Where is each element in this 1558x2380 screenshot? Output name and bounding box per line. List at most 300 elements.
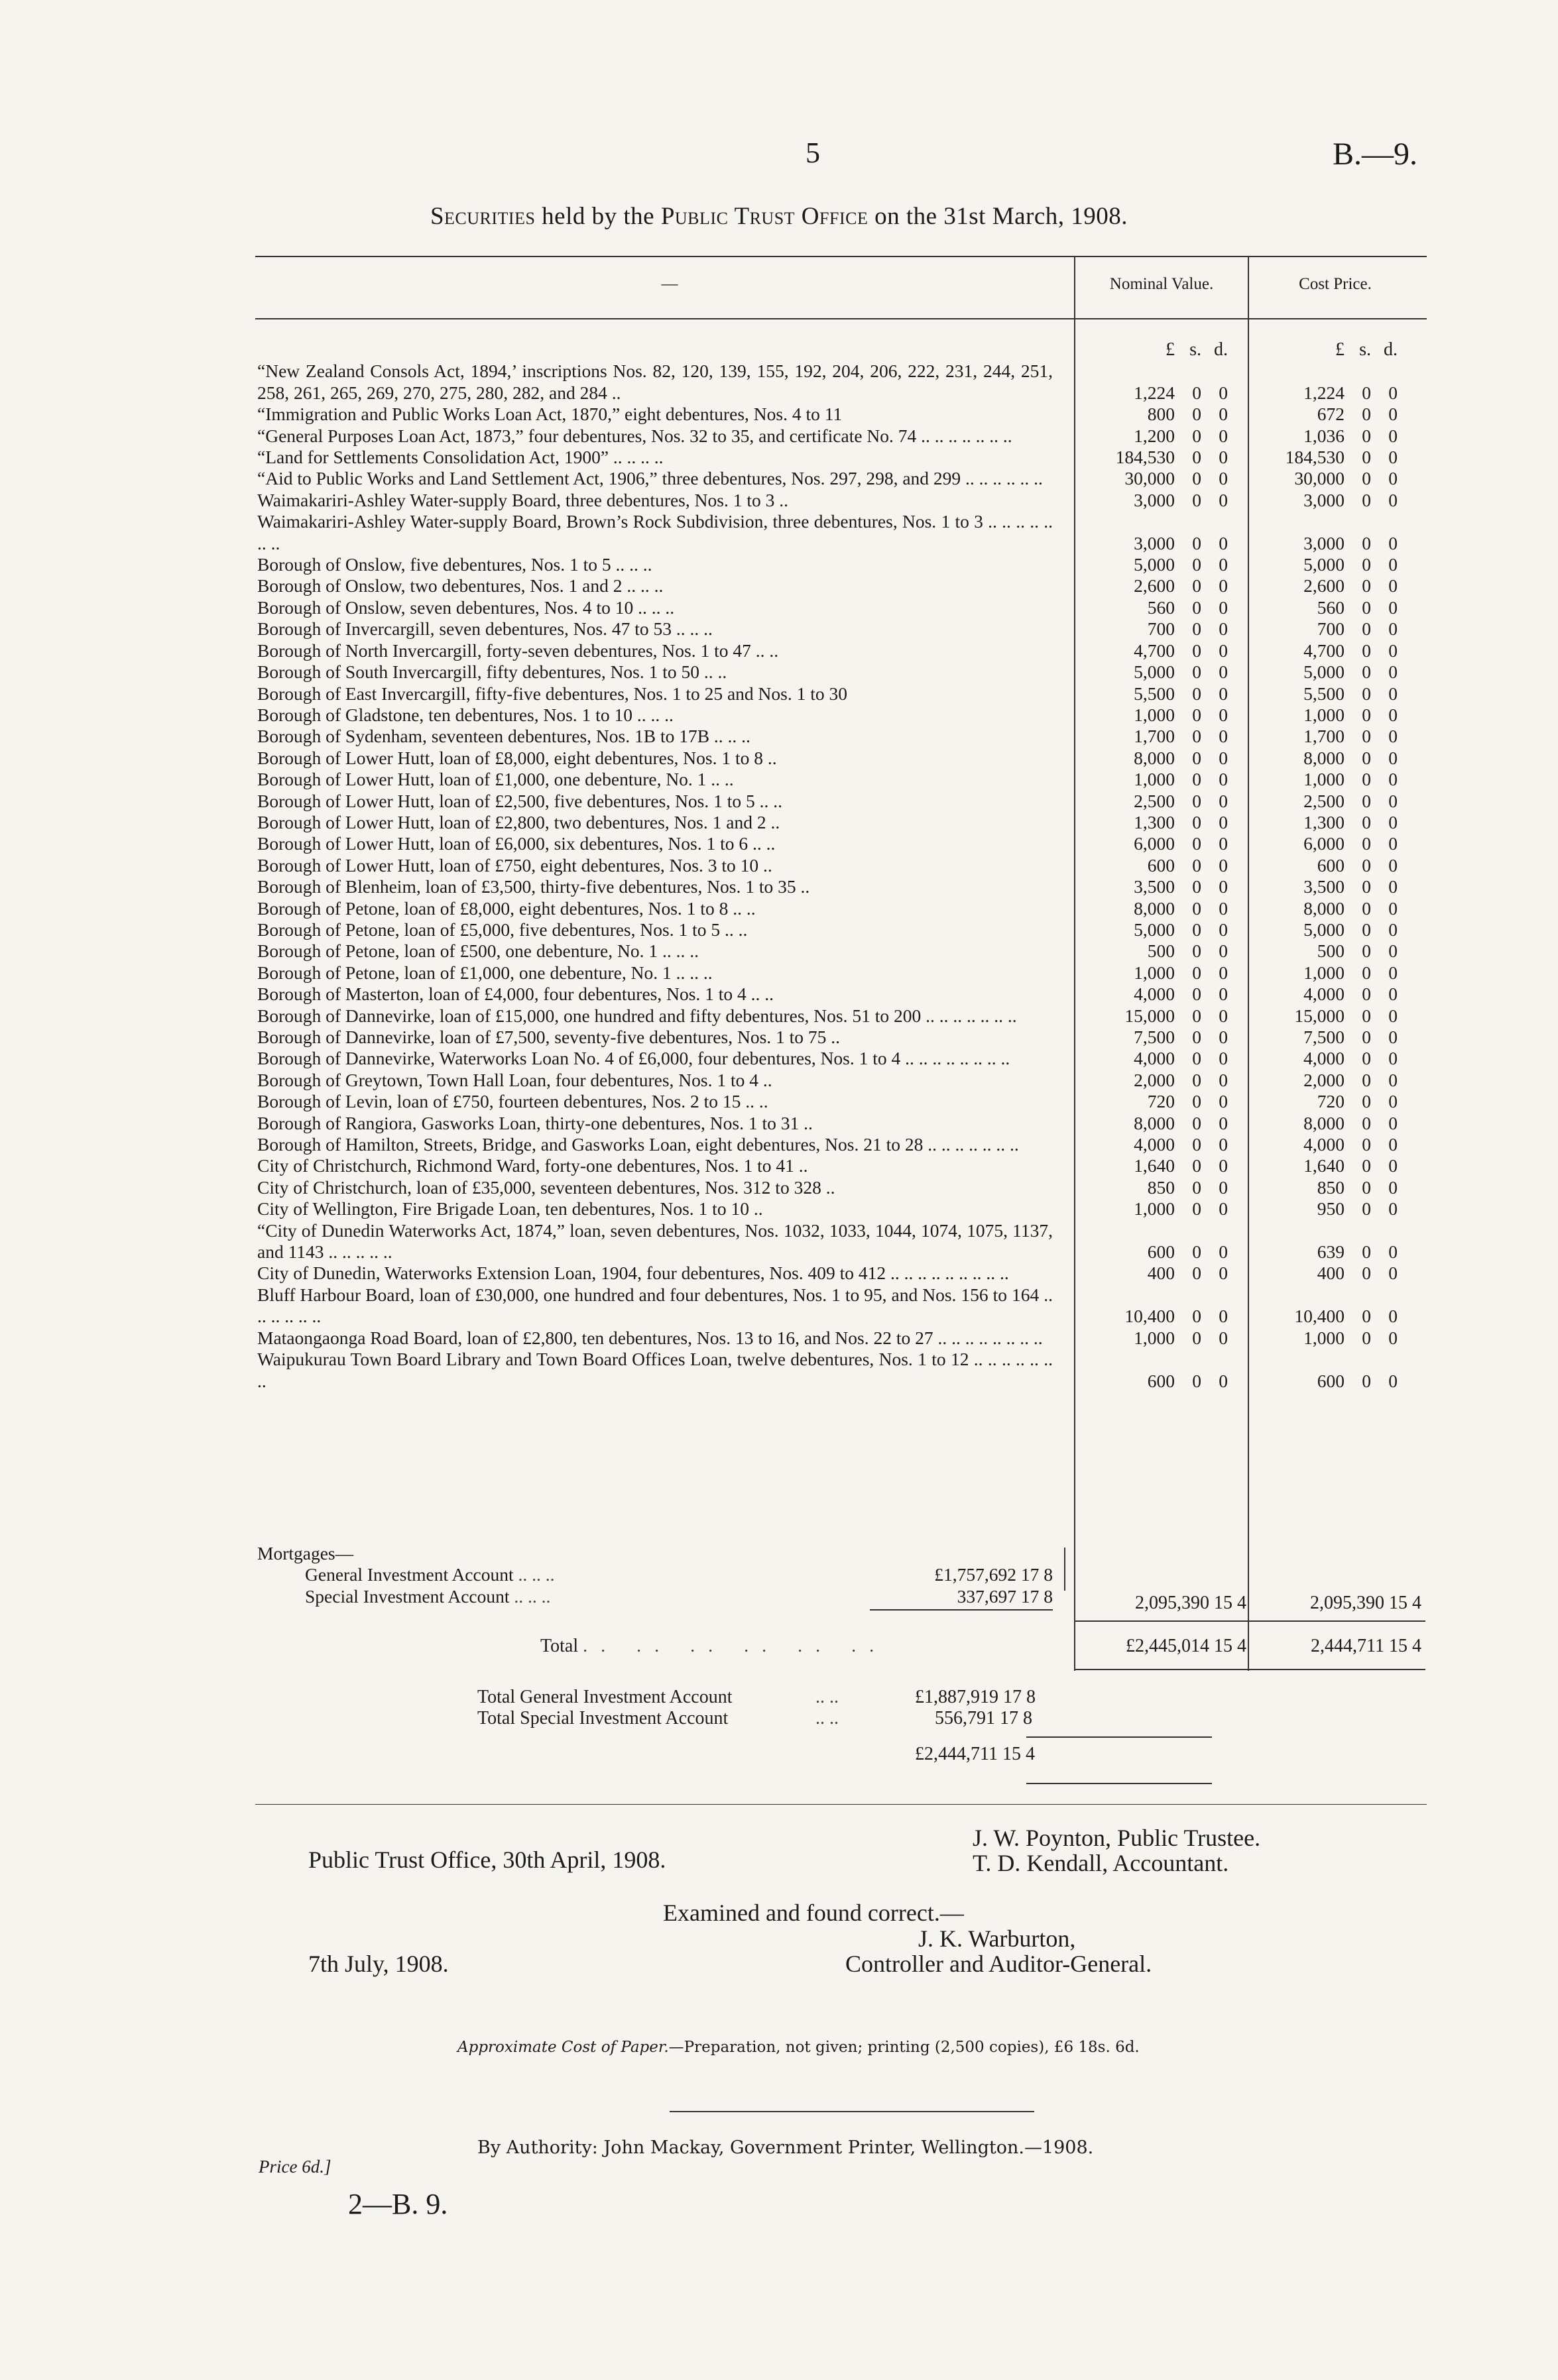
nominal-pounds: 4,000 bbox=[1134, 984, 1175, 1005]
nominal-shillings: 0 bbox=[1192, 1134, 1201, 1155]
security-description bbox=[257, 597, 1053, 618]
cost-shillings: 0 bbox=[1362, 1327, 1371, 1348]
nominal-pounds: 8,000 bbox=[1134, 747, 1175, 768]
cost-shillings: 0 bbox=[1362, 661, 1371, 683]
security-description-text: “City of Dunedin Waterworks Act, 1874,” loan, seven debentures, Nos. 1032, 1033, 1044, 1074, 1075, 1137, and 1143 .. .. .. .. .. bbox=[257, 1219, 1053, 1263]
security-description bbox=[257, 919, 1053, 940]
header-nominal-value: Nominal Value. bbox=[1109, 275, 1214, 293]
cost-pence: 0 bbox=[1388, 1241, 1398, 1263]
row-gap-2 bbox=[1228, 597, 1252, 618]
security-description-text: City of Wellington, Fire Brigade Loan, ten debentures, Nos. 1 to 10 .. bbox=[257, 1198, 763, 1219]
security-description bbox=[257, 855, 1053, 876]
cost-shillings: 0 bbox=[1362, 468, 1371, 489]
row-gap bbox=[1053, 1263, 1077, 1284]
nominal-pounds: 1,640 bbox=[1134, 1155, 1175, 1176]
nominal-pence: 0 bbox=[1219, 919, 1228, 940]
nominal-shillings: 0 bbox=[1192, 1005, 1201, 1026]
row-gap bbox=[1053, 876, 1077, 897]
nominal-pence: 0 bbox=[1219, 1027, 1228, 1047]
nominal-pence: 0 bbox=[1219, 1370, 1228, 1391]
cost-pounds: 30,000 bbox=[1294, 468, 1345, 489]
row-gap bbox=[1053, 748, 1077, 769]
cost-shillings: 0 bbox=[1362, 1198, 1371, 1219]
title-text-1: held by the bbox=[535, 203, 661, 230]
cost-shillings: 0 bbox=[1362, 1027, 1371, 1047]
security-description bbox=[257, 554, 1053, 575]
mortgages-label: Mortgages— bbox=[257, 1543, 354, 1563]
security-description bbox=[257, 962, 1053, 984]
nominal-pence: 0 bbox=[1219, 704, 1228, 725]
security-description bbox=[257, 1027, 1053, 1048]
cost-pounds: 7,500 bbox=[1303, 1027, 1345, 1047]
cost-pence: 0 bbox=[1388, 769, 1398, 790]
total-nominal: £2,445,014 15 4 bbox=[1126, 1636, 1246, 1656]
total-text: Total bbox=[540, 1636, 579, 1656]
row-gap-2 bbox=[1228, 1263, 1252, 1284]
security-description-text: City of Christchurch, Richmond Ward, forty-one debentures, Nos. 1 to 41 .. bbox=[257, 1155, 808, 1176]
cost-pounds: 6,000 bbox=[1303, 833, 1345, 854]
table-row bbox=[257, 511, 1398, 554]
nominal-shillings: 0 bbox=[1192, 683, 1201, 704]
nominal-pence: 0 bbox=[1219, 726, 1228, 747]
security-description-text: Borough of South Invercargill, fifty debentures, Nos. 1 to 50 .. .. bbox=[257, 661, 727, 683]
security-description bbox=[257, 1177, 1053, 1198]
row-gap-2 bbox=[1228, 447, 1252, 468]
row-gap bbox=[1053, 447, 1077, 468]
total-bottom-rule bbox=[1074, 1669, 1425, 1670]
security-description-text: Waimakariri-Ashley Water-supply Board, Brown’s Rock Subdivision, three debentures, Nos. 1 to 3 .. .. .. .. .. .. .. bbox=[257, 511, 1053, 553]
summary-grand-spacer bbox=[477, 1744, 815, 1765]
nominal-pence: 0 bbox=[1219, 1263, 1228, 1284]
nominal-pounds: 6,000 bbox=[1134, 833, 1175, 854]
nominal-shillings: 0 bbox=[1192, 1112, 1201, 1133]
security-description bbox=[257, 404, 1053, 425]
row-gap-2 bbox=[1228, 683, 1252, 705]
mortgage-special-amount: 337,697 17 8 bbox=[957, 1585, 1053, 1607]
nominal-pounds: 2,500 bbox=[1134, 790, 1175, 811]
table-row bbox=[257, 575, 1398, 596]
nominal-pence: 0 bbox=[1219, 747, 1228, 768]
cost-pence: 0 bbox=[1388, 661, 1398, 683]
security-description-text: Borough of Lower Hutt, loan of £6,000, six debentures, Nos. 1 to 6 .. .. bbox=[257, 833, 776, 854]
row-gap-2 bbox=[1228, 1070, 1252, 1091]
security-description-text: Borough of Blenheim, loan of £3,500, thirty-five debentures, Nos. 1 to 35 .. bbox=[257, 876, 810, 897]
units-gap-2 bbox=[1228, 339, 1252, 361]
security-description-text: Borough of Lower Hutt, loan of £2,800, two debentures, Nos. 1 and 2 .. bbox=[257, 811, 780, 832]
security-description bbox=[257, 726, 1053, 747]
nominal-shillings: 0 bbox=[1192, 447, 1201, 468]
row-gap-2 bbox=[1228, 1284, 1252, 1328]
security-description-text: Borough of Gladstone, ten debentures, Nos. 1 to 10 .. .. .. bbox=[257, 704, 674, 725]
security-description bbox=[257, 1091, 1053, 1112]
nominal-shillings: 0 bbox=[1192, 919, 1201, 940]
table-row bbox=[257, 919, 1398, 940]
title-word-office: Public Trust Office bbox=[660, 203, 869, 230]
cost-pence: 0 bbox=[1388, 790, 1398, 811]
nominal-pounds: 850 bbox=[1147, 1176, 1175, 1198]
units-d-cost: d. bbox=[1384, 339, 1398, 360]
table-row bbox=[257, 833, 1398, 854]
security-description bbox=[257, 1048, 1053, 1069]
nominal-pounds: 2,600 bbox=[1134, 575, 1175, 596]
row-gap-2 bbox=[1228, 726, 1252, 747]
nominal-shillings: 0 bbox=[1192, 425, 1201, 446]
nominal-shillings: 0 bbox=[1192, 1155, 1201, 1176]
table-top-rule bbox=[255, 256, 1427, 257]
security-description bbox=[257, 791, 1053, 812]
cost-pounds: 8,000 bbox=[1303, 897, 1345, 919]
row-gap bbox=[1053, 791, 1077, 812]
row-gap bbox=[1053, 1220, 1077, 1263]
nominal-pounds: 560 bbox=[1147, 596, 1175, 618]
cost-shillings: 0 bbox=[1362, 1263, 1371, 1284]
row-gap bbox=[1053, 1177, 1077, 1198]
security-description-text: Borough of Onslow, five debentures, Nos. 1 to 5 .. .. .. bbox=[257, 554, 652, 575]
row-gap bbox=[1053, 490, 1077, 511]
nominal-pence: 0 bbox=[1219, 1091, 1228, 1112]
cost-shillings: 0 bbox=[1362, 489, 1371, 510]
cost-pounds: 950 bbox=[1317, 1198, 1345, 1219]
security-description bbox=[257, 1134, 1053, 1155]
nominal-pence: 0 bbox=[1219, 790, 1228, 811]
nominal-pence: 0 bbox=[1219, 1069, 1228, 1090]
table-row bbox=[257, 425, 1398, 447]
nominal-shillings: 0 bbox=[1192, 940, 1201, 962]
row-gap-2 bbox=[1228, 1005, 1252, 1027]
row-gap bbox=[1053, 1091, 1077, 1112]
nominal-pence: 0 bbox=[1219, 1306, 1228, 1327]
row-gap-2 bbox=[1228, 618, 1252, 640]
row-gap bbox=[1053, 984, 1077, 1005]
nominal-pounds: 1,000 bbox=[1134, 769, 1175, 790]
table-row bbox=[257, 597, 1398, 618]
security-description bbox=[257, 1070, 1053, 1091]
security-description bbox=[257, 468, 1053, 489]
cost-pence: 0 bbox=[1388, 811, 1398, 832]
nominal-pence: 0 bbox=[1219, 1112, 1228, 1133]
cost-shillings: 0 bbox=[1362, 919, 1371, 940]
cost-pounds: 5,500 bbox=[1303, 683, 1345, 704]
nominal-pence: 0 bbox=[1219, 854, 1228, 876]
cost-pounds: 2,000 bbox=[1303, 1069, 1345, 1090]
row-gap bbox=[1053, 468, 1077, 489]
nominal-pounds: 10,400 bbox=[1124, 1306, 1175, 1327]
nominal-shillings: 0 bbox=[1192, 747, 1201, 768]
security-description-text: City of Christchurch, loan of £35,000, seventeen debentures, Nos. 312 to 328 .. bbox=[257, 1176, 835, 1198]
cost-shillings: 0 bbox=[1362, 554, 1371, 575]
security-description bbox=[257, 1220, 1053, 1263]
row-gap bbox=[1053, 575, 1077, 596]
cost-pence: 0 bbox=[1388, 1005, 1398, 1026]
mortgage-general-row bbox=[257, 1564, 1053, 1585]
nominal-pence: 0 bbox=[1219, 962, 1228, 983]
nominal-shillings: 0 bbox=[1192, 404, 1201, 425]
table-row bbox=[257, 661, 1398, 683]
cost-pounds: 5,000 bbox=[1303, 554, 1345, 575]
cost-shillings: 0 bbox=[1362, 726, 1371, 747]
trustee-signature: J. W. Poynton, Public Trustee. bbox=[973, 1825, 1261, 1851]
security-description bbox=[257, 618, 1053, 640]
cost-shillings: 0 bbox=[1362, 876, 1371, 897]
cost-pounds: 4,000 bbox=[1303, 984, 1345, 1005]
nominal-pounds: 800 bbox=[1147, 404, 1175, 425]
security-description bbox=[257, 940, 1053, 962]
nominal-pence: 0 bbox=[1219, 1005, 1228, 1026]
nominal-pounds: 1,224 bbox=[1134, 382, 1175, 403]
security-description bbox=[257, 984, 1053, 1005]
cost-pence: 0 bbox=[1388, 554, 1398, 575]
summary-rule bbox=[1026, 1736, 1212, 1738]
nominal-pence: 0 bbox=[1219, 1176, 1228, 1198]
nominal-pence: 0 bbox=[1219, 468, 1228, 489]
cost-pounds: 1,224 bbox=[1303, 382, 1345, 403]
row-gap-2 bbox=[1228, 1155, 1252, 1176]
table-row bbox=[257, 683, 1398, 705]
security-description-text: “Aid to Public Works and Land Settlement Act, 1906,” three debentures, Nos. 297, 298, and 299 .. .. .. .. .. .. bbox=[257, 468, 1043, 489]
summary-general-amount: £1,887,919 17 8 bbox=[915, 1687, 1036, 1707]
row-gap bbox=[1053, 919, 1077, 940]
cost-pounds: 600 bbox=[1317, 854, 1345, 876]
security-description bbox=[257, 898, 1053, 919]
nominal-pounds: 1,000 bbox=[1134, 962, 1175, 983]
row-gap bbox=[1053, 940, 1077, 962]
document-code: B.—9. bbox=[1333, 137, 1418, 172]
accountant-signature: T. D. Kendall, Accountant. bbox=[973, 1850, 1229, 1876]
header-description: — bbox=[661, 275, 678, 293]
security-description-text: Mataongaonga Road Board, loan of £2,800, ten debentures, Nos. 13 to 16, and Nos. 22 to 27 .. .. .. .. .. .. .. .. bbox=[257, 1327, 1043, 1348]
cost-pounds: 2,600 bbox=[1303, 575, 1345, 596]
row-gap-2 bbox=[1228, 833, 1252, 854]
cost-shillings: 0 bbox=[1362, 854, 1371, 876]
cost-shillings: 0 bbox=[1362, 811, 1371, 832]
cost-pence: 0 bbox=[1388, 596, 1398, 618]
table-row bbox=[257, 1198, 1398, 1219]
row-gap-2 bbox=[1228, 468, 1252, 489]
page-title bbox=[0, 202, 1558, 231]
mortgage-general-text: General Investment Account bbox=[305, 1564, 514, 1585]
summary-general-row bbox=[477, 1687, 1127, 1708]
units-d-nominal: d. bbox=[1214, 339, 1228, 360]
nominal-shillings: 0 bbox=[1192, 833, 1201, 854]
table-row bbox=[257, 468, 1398, 489]
nominal-shillings: 0 bbox=[1192, 1069, 1201, 1090]
nominal-pence: 0 bbox=[1219, 1198, 1228, 1219]
cost-pence: 0 bbox=[1388, 618, 1398, 640]
nominal-pence: 0 bbox=[1219, 833, 1228, 854]
cost-pence: 0 bbox=[1388, 489, 1398, 510]
summary-special-row bbox=[477, 1708, 1127, 1729]
row-gap bbox=[1053, 1155, 1077, 1176]
nominal-shillings: 0 bbox=[1192, 661, 1201, 683]
nominal-shillings: 0 bbox=[1192, 897, 1201, 919]
table-row bbox=[257, 1284, 1398, 1328]
row-gap-2 bbox=[1228, 404, 1252, 425]
nominal-pence: 0 bbox=[1219, 382, 1228, 403]
cost-pence: 0 bbox=[1388, 919, 1398, 940]
nominal-pence: 0 bbox=[1219, 640, 1228, 661]
cost-shillings: 0 bbox=[1362, 833, 1371, 854]
row-gap bbox=[1053, 618, 1077, 640]
cost-pounds: 15,000 bbox=[1294, 1005, 1345, 1026]
cost-pounds: 184,530 bbox=[1285, 447, 1345, 468]
row-gap bbox=[1053, 361, 1077, 404]
nominal-shillings: 0 bbox=[1192, 876, 1201, 897]
security-description bbox=[257, 705, 1053, 726]
row-gap bbox=[1053, 683, 1077, 705]
row-gap-2 bbox=[1228, 425, 1252, 447]
cost-shillings: 0 bbox=[1362, 382, 1371, 403]
row-gap bbox=[1053, 425, 1077, 447]
nominal-pence: 0 bbox=[1219, 447, 1228, 468]
cost-shillings: 0 bbox=[1362, 683, 1371, 704]
row-gap-2 bbox=[1228, 898, 1252, 919]
nominal-shillings: 0 bbox=[1192, 790, 1201, 811]
nominal-pounds: 1,300 bbox=[1134, 811, 1175, 832]
cost-shillings: 0 bbox=[1362, 962, 1371, 983]
cost-pounds: 850 bbox=[1317, 1176, 1345, 1198]
cost-pence: 0 bbox=[1388, 704, 1398, 725]
header-cost-price: Cost Price. bbox=[1299, 275, 1372, 293]
nominal-pounds: 7,500 bbox=[1134, 1027, 1175, 1047]
cost-pence: 0 bbox=[1388, 833, 1398, 854]
cost-shillings: 0 bbox=[1362, 769, 1371, 790]
nominal-pence: 0 bbox=[1219, 425, 1228, 446]
mortgage-bracket bbox=[1064, 1548, 1065, 1591]
security-description-text: Borough of East Invercargill, fifty-five debentures, Nos. 1 to 25 and Nos. 1 to 30 bbox=[257, 683, 848, 704]
cost-pounds: 5,000 bbox=[1303, 919, 1345, 940]
nominal-pounds: 2,000 bbox=[1134, 1069, 1175, 1090]
nominal-pounds: 600 bbox=[1147, 1370, 1175, 1391]
subtotal-rule bbox=[1074, 1620, 1425, 1622]
cost-pence: 0 bbox=[1388, 940, 1398, 962]
cost-shillings: 0 bbox=[1362, 1370, 1371, 1391]
row-gap-2 bbox=[1228, 1027, 1252, 1048]
auditor-title: Controller and Auditor-General. bbox=[845, 1951, 1152, 1977]
cost-pence: 0 bbox=[1388, 468, 1398, 489]
table-row bbox=[257, 984, 1398, 1005]
security-description-text: “New Zealand Consols Act, 1894,’ inscriptions Nos. 82, 120, 139, 155, 192, 204, 206, 222, 231, 244, 251, 258, 261, 265, 269, 270, 275, 280, 282, and 284 .. bbox=[257, 361, 1053, 403]
table-row bbox=[257, 855, 1398, 876]
cost-pounds: 3,500 bbox=[1303, 876, 1345, 897]
nominal-pounds: 4,700 bbox=[1134, 640, 1175, 661]
cost-pounds: 1,036 bbox=[1303, 425, 1345, 446]
table-row bbox=[257, 705, 1398, 726]
row-gap-2 bbox=[1228, 1134, 1252, 1155]
nominal-pounds: 8,000 bbox=[1134, 897, 1175, 919]
security-description-text: Borough of Onslow, seven debentures, Nos. 4 to 10 .. .. .. bbox=[257, 596, 675, 618]
row-gap-2 bbox=[1228, 940, 1252, 962]
nominal-shillings: 0 bbox=[1192, 1241, 1201, 1263]
nominal-pence: 0 bbox=[1219, 618, 1228, 640]
row-gap-2 bbox=[1228, 812, 1252, 833]
table-row bbox=[257, 1220, 1398, 1263]
cost-pence: 0 bbox=[1388, 1306, 1398, 1327]
security-description bbox=[257, 1349, 1053, 1392]
nominal-pounds: 3,000 bbox=[1134, 532, 1175, 553]
row-gap bbox=[1053, 898, 1077, 919]
row-gap bbox=[1053, 705, 1077, 726]
row-gap-2 bbox=[1228, 962, 1252, 984]
nominal-pence: 0 bbox=[1219, 596, 1228, 618]
units-blank bbox=[257, 339, 1053, 361]
cost-pence: 0 bbox=[1388, 532, 1398, 553]
nominal-pence: 0 bbox=[1219, 1155, 1228, 1176]
cost-pounds: 639 bbox=[1317, 1241, 1345, 1263]
nominal-pence: 0 bbox=[1219, 575, 1228, 596]
mortgage-general-dots: .. .. .. bbox=[518, 1564, 555, 1585]
table-row bbox=[257, 1091, 1398, 1112]
cost-pence: 0 bbox=[1388, 382, 1398, 403]
section-rule bbox=[255, 1804, 1427, 1805]
nominal-shillings: 0 bbox=[1192, 1327, 1201, 1348]
cost-shillings: 0 bbox=[1362, 575, 1371, 596]
cost-shillings: 0 bbox=[1362, 447, 1371, 468]
nominal-shillings: 0 bbox=[1192, 984, 1201, 1005]
cost-pence: 0 bbox=[1388, 984, 1398, 1005]
cost-shillings: 0 bbox=[1362, 618, 1371, 640]
nominal-pence: 0 bbox=[1219, 769, 1228, 790]
nominal-pounds: 4,000 bbox=[1134, 1134, 1175, 1155]
cost-pounds: 4,700 bbox=[1303, 640, 1345, 661]
cost-shillings: 0 bbox=[1362, 897, 1371, 919]
security-description bbox=[257, 769, 1053, 790]
row-gap bbox=[1053, 1070, 1077, 1091]
mortgage-general-label bbox=[305, 1564, 867, 1585]
cost-shillings: 0 bbox=[1362, 704, 1371, 725]
security-description-text: Borough of Invercargill, seven debentures, Nos. 47 to 53 .. .. .. bbox=[257, 618, 713, 640]
summary-general-label: Total General Investment Account bbox=[477, 1687, 733, 1707]
table-row bbox=[257, 1328, 1398, 1349]
table-row bbox=[257, 791, 1398, 812]
cost-pounds: 400 bbox=[1317, 1263, 1345, 1284]
nominal-pounds: 1,000 bbox=[1134, 704, 1175, 725]
nominal-shillings: 0 bbox=[1192, 1198, 1201, 1219]
table-row bbox=[257, 1048, 1398, 1069]
security-description-text: “Land for Settlements Consolidation Act, 1900” .. .. .. .. bbox=[257, 447, 664, 468]
nominal-pence: 0 bbox=[1219, 1241, 1228, 1263]
row-gap-2 bbox=[1228, 575, 1252, 596]
row-gap bbox=[1053, 855, 1077, 876]
table-row bbox=[257, 898, 1398, 919]
summary-grand-row bbox=[477, 1744, 1127, 1765]
cost-shillings: 0 bbox=[1362, 1005, 1371, 1026]
securities-table bbox=[257, 339, 1398, 1392]
printer-signature-mark: 2—B. 9. bbox=[348, 2188, 448, 2220]
row-gap-2 bbox=[1228, 1048, 1252, 1069]
nominal-pence: 0 bbox=[1219, 404, 1228, 425]
cost-pounds: 560 bbox=[1317, 596, 1345, 618]
row-gap bbox=[1053, 1134, 1077, 1155]
row-gap-2 bbox=[1228, 361, 1252, 404]
row-gap bbox=[1053, 1349, 1077, 1392]
cost-shillings: 0 bbox=[1362, 984, 1371, 1005]
row-gap-2 bbox=[1228, 876, 1252, 897]
units-s-nominal: s. bbox=[1189, 339, 1201, 360]
nominal-pounds: 600 bbox=[1147, 854, 1175, 876]
table-row bbox=[257, 876, 1398, 897]
security-description bbox=[257, 1113, 1053, 1134]
cost-pence: 0 bbox=[1388, 683, 1398, 704]
row-gap-2 bbox=[1228, 1328, 1252, 1349]
nominal-shillings: 0 bbox=[1192, 618, 1201, 640]
examined-note: Examined and found correct.— bbox=[663, 1899, 964, 1926]
nominal-pounds: 3,500 bbox=[1134, 876, 1175, 897]
nominal-pounds: 1,700 bbox=[1134, 726, 1175, 747]
security-description-text: Borough of Lower Hutt, loan of £2,500, five debentures, Nos. 1 to 5 .. .. bbox=[257, 790, 783, 811]
units-row bbox=[257, 339, 1398, 361]
row-gap bbox=[1053, 597, 1077, 618]
row-gap-2 bbox=[1228, 705, 1252, 726]
